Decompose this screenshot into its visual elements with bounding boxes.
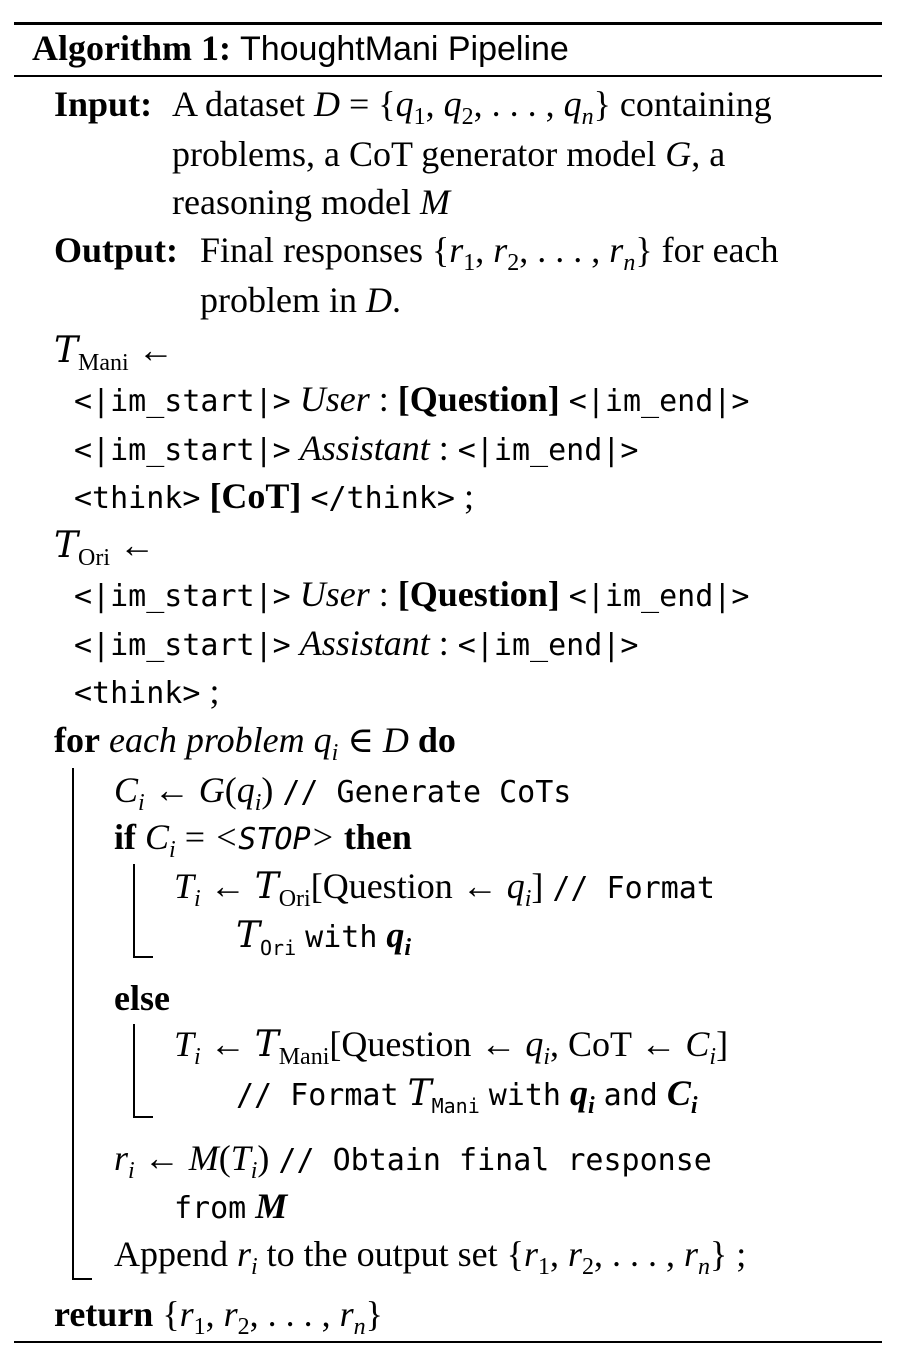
then-keyword: then xyxy=(343,817,412,857)
input-pre: A dataset xyxy=(172,84,305,124)
output-pre: Final responses xyxy=(200,230,423,270)
assistant-role: Assistant xyxy=(299,623,430,663)
t-ori-arrow: ← xyxy=(119,525,156,565)
for-line: for each problem $q_i$ ∈ D do xyxy=(54,720,456,766)
generator-symbol: G xyxy=(665,134,692,174)
dataset-ref: D xyxy=(382,720,409,760)
mani-comment-and: and xyxy=(603,1078,658,1113)
dataset-symbol: D xyxy=(313,84,340,124)
append-mid: to the output set xyxy=(266,1234,498,1274)
input-text-1: A dataset $D = \{q_1$, $q_2$, . . . , $q_n$} containing xyxy=(172,84,772,130)
then-block-bar xyxy=(133,864,135,958)
t-mani-arrow: ← xyxy=(137,330,174,370)
else-line xyxy=(114,980,170,1016)
generate-comment: // Generate CoTs xyxy=(282,775,572,810)
output-keyword-line xyxy=(54,232,178,268)
im-end: <|im_end|> xyxy=(568,579,750,614)
else-block-foot xyxy=(133,1116,153,1118)
mani-comment: // Format xyxy=(236,1078,399,1113)
think-close: </think> xyxy=(310,481,455,516)
return-line: return {$r_1$, $r_2$, . . . , $r_n$} xyxy=(54,1294,383,1340)
response-comment-from: from xyxy=(174,1191,247,1226)
do-keyword: do xyxy=(417,720,456,760)
colon: : xyxy=(378,574,389,614)
semicolon: ; xyxy=(209,671,220,711)
t-ori-line-3 xyxy=(74,673,219,709)
response-comment: // Obtain final response xyxy=(278,1143,712,1178)
colon: : xyxy=(378,379,389,419)
input-line2-pre: problems, a CoT generator model xyxy=(172,134,657,174)
input-line-1 xyxy=(54,86,152,122)
colon: : xyxy=(438,428,449,468)
t-ori-line-1 xyxy=(74,576,749,612)
return-keyword: return xyxy=(54,1294,154,1334)
user-role: User xyxy=(299,379,370,419)
question-slot: [Question] xyxy=(397,574,560,614)
t-mani-line-3 xyxy=(74,478,474,514)
think-open: <think> xyxy=(74,481,201,516)
question-slot: [Question] xyxy=(397,379,560,419)
for-body: each problem xyxy=(108,720,305,760)
for-keyword: for xyxy=(54,720,100,760)
im-start: <|im_start|> xyxy=(74,384,291,419)
ori-comment: // Format xyxy=(552,871,715,906)
think-open: <think> xyxy=(74,676,201,711)
input-text-2 xyxy=(172,136,725,172)
t-mani-line-1 xyxy=(74,381,749,417)
response-line-1: $r_i$ ← $M(T_i)$ // Obtain final response xyxy=(114,1138,712,1184)
ori-comment-with: with xyxy=(305,920,378,955)
model-symbol: M xyxy=(419,182,450,222)
input-line2-post: , a xyxy=(691,134,726,174)
t-ori-subscript: Ori xyxy=(78,545,111,571)
output-text-1: Final responses {$r_1$, $r_2$, . . . , $r_n$} for each xyxy=(200,230,779,276)
t-mani-symbol: T xyxy=(54,330,79,371)
if-line: if $C_i$ = <STOP> then xyxy=(114,817,412,863)
t-ori-symbol: T xyxy=(54,525,79,566)
im-end: <|im_end|> xyxy=(457,628,639,663)
im-end: <|im_end|> xyxy=(457,433,639,468)
loop-block-foot xyxy=(72,1278,92,1280)
t-mani-assign xyxy=(54,330,174,376)
assistant-role: Assistant xyxy=(299,428,430,468)
response-line-2: from M xyxy=(174,1186,288,1226)
in-symbol: ∈ xyxy=(347,720,374,760)
t-ori-assign xyxy=(54,525,156,571)
input-text-3 xyxy=(172,184,450,220)
im-end: <|im_end|> xyxy=(568,384,750,419)
input-post: containing xyxy=(619,84,772,124)
append-line: Append $r_i$ to the output set {$r_1$, $r_2$, . . . , $r_n$} ; xyxy=(114,1234,747,1280)
loop-block-bar xyxy=(72,768,74,1280)
if-keyword: if xyxy=(114,817,136,857)
im-start: <|im_start|> xyxy=(74,628,291,663)
generate-line: $C_i$ ← $G(q_i)$ // Generate CoTs xyxy=(114,770,572,816)
algorithm-caption xyxy=(32,30,569,66)
t-mani-line-2 xyxy=(74,430,638,466)
caption-rule xyxy=(14,75,882,77)
then-stmt-line-2: $T_{Ori}$ with $q_i$ xyxy=(236,915,412,961)
else-block-bar xyxy=(133,1024,135,1118)
algorithm-label: Algorithm 1: xyxy=(32,28,231,68)
append-end: ; xyxy=(736,1234,747,1274)
colon: : xyxy=(438,623,449,663)
cot-slot: [CoT] xyxy=(209,476,302,516)
output-keyword: Output: xyxy=(54,230,179,270)
output-text-2: problem in D. xyxy=(200,280,401,320)
input-line3-pre: reasoning model xyxy=(172,182,411,222)
then-stmt-line-1: $T_i$ ← $T_{Ori}[Question$ ← $q_i$] // Format xyxy=(174,866,715,912)
algorithm-title: ThoughtMani Pipeline xyxy=(239,30,569,68)
user-role: User xyxy=(299,574,370,614)
t-mani-subscript: Mani xyxy=(78,350,129,376)
semicolon: ; xyxy=(463,476,474,516)
append-pre: Append xyxy=(114,1234,228,1274)
output-post: for each xyxy=(661,230,779,270)
else-keyword: else xyxy=(114,978,170,1018)
mani-comment-with: with xyxy=(488,1078,561,1113)
then-block-foot xyxy=(133,956,153,958)
im-start: <|im_start|> xyxy=(74,579,291,614)
bottom-rule xyxy=(14,1341,882,1343)
im-start: <|im_start|> xyxy=(74,433,291,468)
input-keyword: Input: xyxy=(54,84,153,124)
t-ori-line-2 xyxy=(74,625,638,661)
else-stmt-line-2: // Format $T_{Mani}$ with $q_i$ and $C_i$ xyxy=(236,1073,698,1119)
else-stmt-line-1: $T_i$ ← $T_{Mani}[Question$ ← $q_i$, CoT ← $C_i$] xyxy=(174,1024,729,1070)
top-rule xyxy=(14,22,882,25)
